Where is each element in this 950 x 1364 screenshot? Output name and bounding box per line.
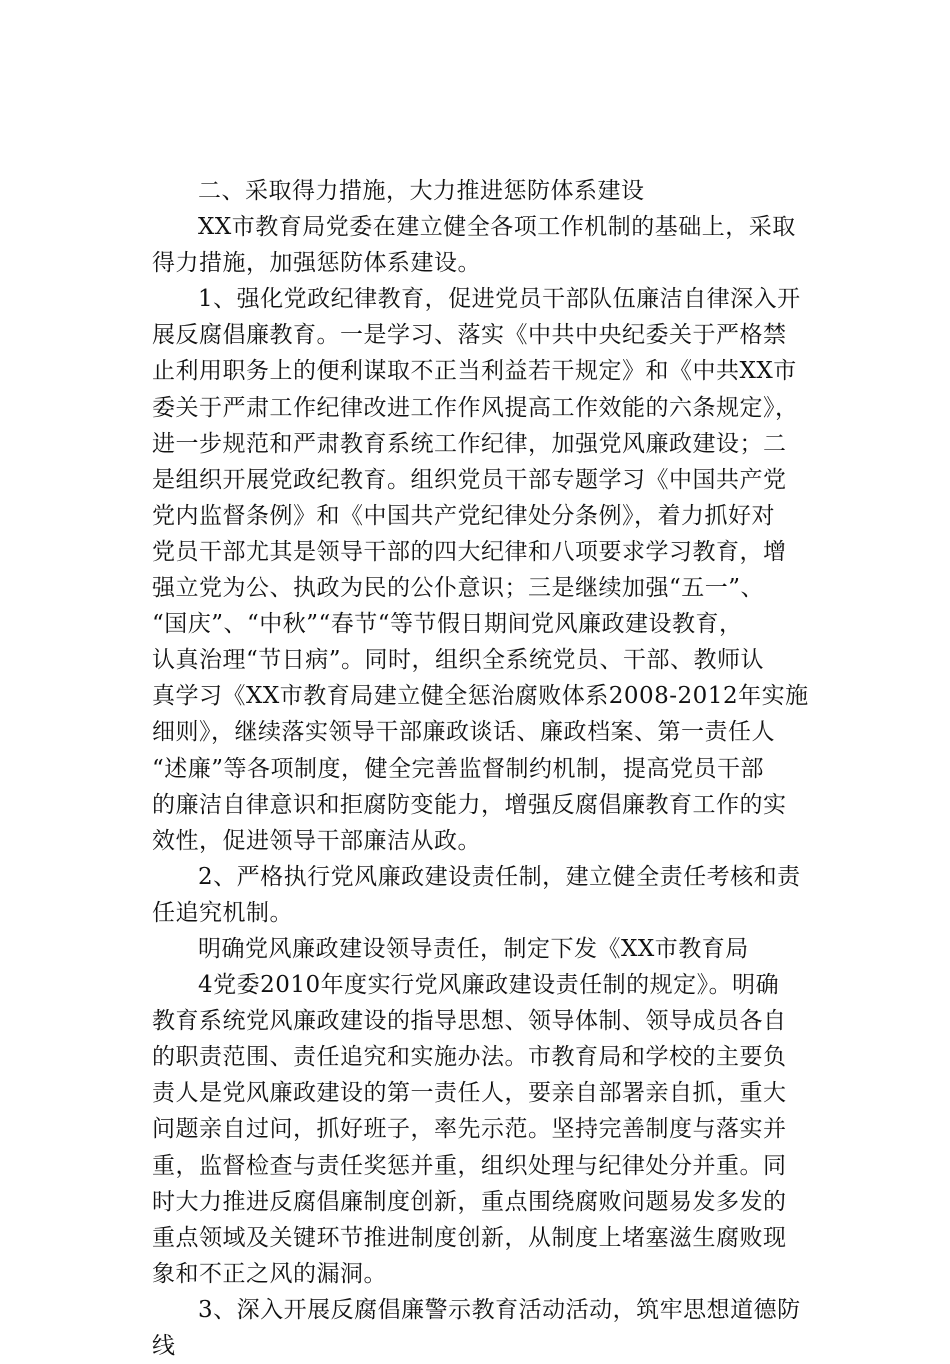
paragraph-line: 象和不正之风的漏洞。 [152, 1260, 387, 1287]
paragraph-line: 党员干部尤其是领导干部的四大纪律和八项要求学习教育，增 [152, 538, 787, 565]
document-body [152, 173, 812, 1364]
paragraph-line: 展反腐倡廉教育。一是学习、落实《中共中央纪委关于严格禁 [152, 322, 787, 349]
paragraph-line: 问题亲自过问，抓好班子，率先示范。坚持完善制度与落实并 [152, 1116, 787, 1143]
paragraph-line: 认真治理“节日病”。同时，组织全系统党员、干部、教师认 [152, 647, 765, 674]
paragraph-line: 重，监督检查与责任奖惩并重，组织处理与纪律处分并重。同 [152, 1152, 787, 1179]
paragraph-line: XX市教育局党委在建立健全各项工作机制的基础上，采取 [198, 214, 796, 241]
paragraph-line: 时大力推进反腐倡廉制度创新，重点围绕腐败问题易发多发的 [152, 1188, 787, 1215]
paragraph-line: “国庆”、“中秋”“春节“等节假日期间党风廉政建设教育， [152, 611, 743, 638]
paragraph-line: 责人是党风廉政建设的第一责任人，要亲自部署亲自抓，重大 [152, 1080, 787, 1107]
paragraph-line: 是组织开展党政纪教育。组织党员干部专题学习《中国共产党 [152, 466, 787, 493]
paragraph-line: 党内监督条例》和《中国共产党纪律处分条例》，着力抓好对 [152, 502, 775, 529]
paragraph-line: 的职责范围、责任追究和实施办法。市教育局和学校的主要负 [152, 1044, 787, 1071]
paragraph-line: 1、强化党政纪律教育，促进党员干部队伍廉洁自律深入开 [198, 286, 801, 313]
paragraph-line: 真学习《XX市教育局建立健全惩治腐败体系2008-2012年实施 [152, 683, 809, 710]
paragraph-line: 的廉洁自律意识和拒腐防变能力，增强反腐倡廉教育工作的实 [152, 791, 787, 818]
paragraph-line: 得力措施，加强惩防体系建设。 [152, 250, 481, 277]
paragraph-line: 4党委2010年度实行党风廉政建设责任制的规定》。明确 [198, 972, 780, 999]
paragraph-line: 进一步规范和严肃教育系统工作纪律，加强党风廉政建设；二 [152, 430, 787, 457]
paragraph-line: 强立党为公、执政为民的公仆意识；三是继续加强“五一”、 [152, 575, 765, 602]
paragraph-line: 3、深入开展反腐倡廉警示教育活动活动，筑牢思想道德防 [198, 1296, 801, 1323]
paragraph-line: 明确党风廉政建设领导责任，制定下发《XX市教育局 [198, 935, 749, 962]
paragraph-line: “述廉”等各项制度，健全完善监督制约机制，提高党员干部 [152, 755, 765, 782]
paragraph-line: 2、严格执行党风廉政建设责任制，建立健全责任考核和责 [198, 863, 801, 890]
paragraph-line: 任追究机制。 [152, 899, 293, 926]
paragraph-line: 效性，促进领导干部廉洁从政。 [152, 827, 481, 854]
paragraph-line: 教育系统党风廉政建设的指导思想、领导体制、领导成员各自 [152, 1008, 787, 1035]
paragraph-line: 委关于严肃工作纪律改进工作作风提高工作效能的六条规定》， [152, 394, 799, 421]
paragraph-line: 止利用职务上的便利谋取不正当利益若干规定》和《中共XX市 [152, 358, 797, 385]
section-heading: 二、采取得力措施，大力推进惩防体系建设 [198, 178, 645, 204]
paragraph-line: 重点领域及关键环节推进制度创新，从制度上堵塞滋生腐败现 [152, 1224, 787, 1251]
paragraph-line: 线 [152, 1333, 176, 1359]
paragraph-line: 细则》，继续落实领导干部廉政谈话、廉政档案、第一责任人 [152, 719, 775, 746]
